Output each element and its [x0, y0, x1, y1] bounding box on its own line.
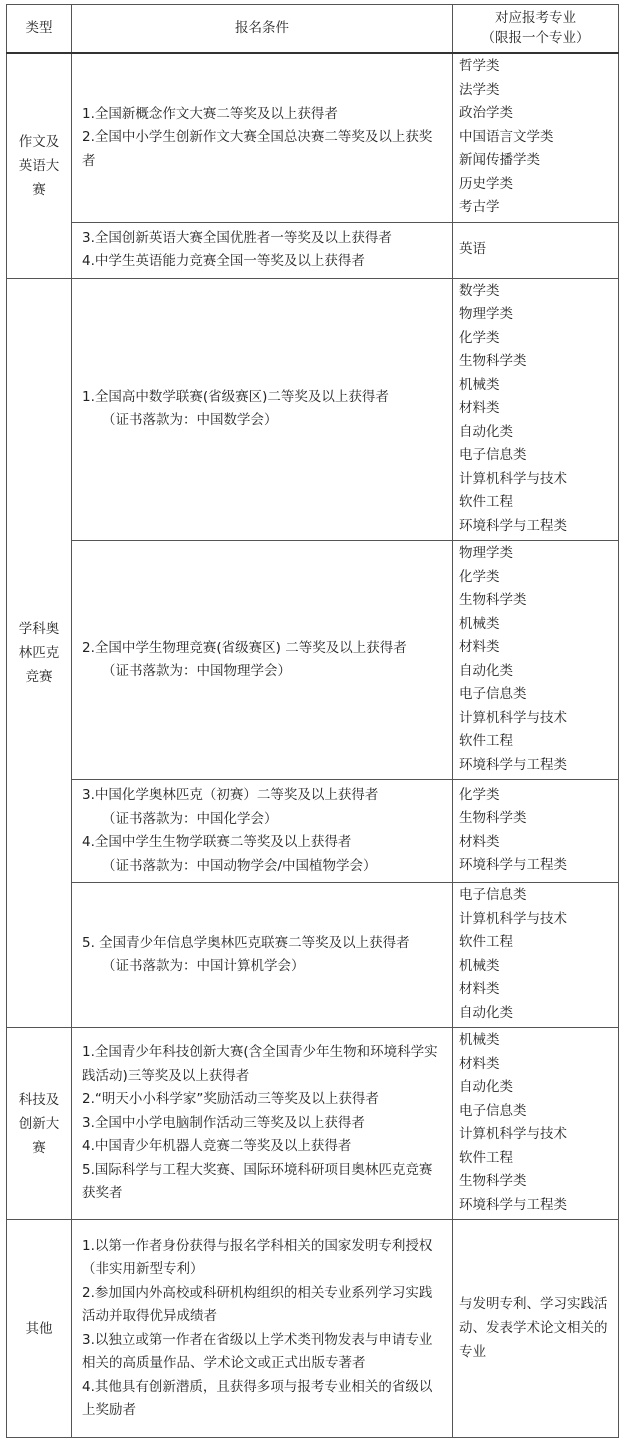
major-item: 材料类 — [459, 833, 500, 850]
major-item: 电子信息类 — [459, 686, 527, 702]
major-item: 化学类 — [459, 568, 500, 585]
major-item: 法学类 — [459, 81, 500, 98]
majors-cell — [453, 541, 619, 780]
category-cell: 其他 — [7, 1220, 72, 1438]
major-item: 自动化类 — [459, 1079, 513, 1095]
major-item: 新闻传播学类 — [459, 152, 540, 168]
condition-item: 3.中国化学奥林匹克（初赛）二等奖及以上获得者 — [82, 787, 379, 803]
condition-item: 5.国际科学与工程大奖赛、国际环境科研项目奥林匹克竞赛获奖者 — [82, 1161, 433, 1202]
certificate-note: （证书落款为：中国数学会） — [102, 412, 278, 429]
major-item: 物理学类 — [459, 306, 513, 322]
table-row — [7, 1028, 619, 1220]
major-item: 生物科学类 — [459, 1173, 527, 1189]
major-item: 环境科学与工程类 — [459, 1196, 567, 1213]
major-item: 软件工程 — [459, 1149, 513, 1166]
conditions-cell — [72, 883, 453, 1028]
header-major — [453, 5, 619, 54]
conditions-cell — [72, 222, 453, 278]
conditions-cell — [72, 1220, 453, 1438]
condition-item: 1.全国新概念作文大赛二等奖及以上获得者 — [82, 105, 338, 122]
table-row — [7, 780, 619, 883]
major-item: 材料类 — [459, 400, 500, 416]
major-item: 材料类 — [459, 1055, 500, 1072]
table-row — [7, 222, 619, 278]
majors-cell: 与发明专利、学习实践活动、发表学术论文相关的专业 — [453, 1220, 619, 1438]
major-item: 机械类 — [459, 957, 500, 974]
majors-cell — [453, 222, 619, 278]
major-item: 化学类 — [459, 786, 500, 803]
major-item: 生物科学类 — [459, 353, 527, 369]
major-item: 软件工程 — [459, 494, 513, 510]
majors-cell — [453, 1028, 619, 1220]
condition-item: 3.以独立或第一作者在省级以上学术类刊物发表与申请专业相关的高质量作品、学术论文或正式出版专著者 — [82, 1331, 433, 1371]
major-item: 数学类 — [459, 282, 500, 299]
major-item: 环境科学与工程类 — [459, 517, 567, 534]
major-item: 电子信息类 — [459, 887, 527, 903]
major-item: 生物科学类 — [459, 592, 527, 608]
certificate-note: （证书落款为：中国物理学会） — [102, 663, 291, 679]
condition-item: 4.其他具有创新潜质，且获得多项与报考专业相关的省级以上奖励者 — [82, 1378, 433, 1418]
major-item: 环境科学与工程类 — [459, 857, 567, 873]
conditions-cell — [72, 541, 453, 780]
major-item: 计算机科学与技术 — [459, 910, 567, 927]
major-item: 机械类 — [459, 1032, 500, 1048]
major-item: 计算机科学与技术 — [459, 709, 567, 726]
major-item: 计算机科学与技术 — [459, 1126, 567, 1142]
major-item: 软件工程 — [459, 934, 513, 950]
majors-cell — [453, 883, 619, 1028]
table-row — [7, 278, 619, 541]
condition-item: 1.全国高中数学联赛(省级赛区)二等奖及以上获得者 — [82, 388, 389, 405]
major-item: 化学类 — [459, 329, 500, 346]
major-item: 环境科学与工程类 — [459, 756, 567, 773]
category-cell: 科技及创新大赛 — [7, 1028, 72, 1220]
major-item: 历史学类 — [459, 175, 513, 192]
major-item: 中国语言文学类 — [459, 128, 554, 145]
condition-item: 4.中学生英语能力竞赛全国一等奖及以上获得者 — [82, 253, 365, 269]
major-item: 机械类 — [459, 376, 500, 393]
major-item: 生物科学类 — [459, 810, 527, 826]
condition-item: 3.全国中小学电脑制作活动三等奖及以上获得者 — [82, 1114, 365, 1131]
table-row — [7, 53, 619, 222]
major-item: 物理学类 — [459, 545, 513, 561]
conditions-cell — [72, 278, 453, 541]
header-major-line2: （限报一个专业） — [481, 30, 590, 46]
major-item: 计算机科学与技术 — [459, 470, 567, 487]
header-condition: 报名条件 — [72, 5, 453, 54]
major-item: 英语 — [459, 240, 486, 257]
header-major-line1: 对应报考专业 — [495, 10, 576, 26]
certificate-note: （证书落款为：中国计算机学会） — [102, 958, 305, 974]
conditions-cell — [72, 780, 453, 883]
condition-item: 2.参加国内外高校或科研机构组织的相关专业系列学习实践活动并取得优异成绩者 — [82, 1284, 433, 1324]
condition-item: 4.全国中学生生物学联赛二等奖及以上获得者 — [82, 834, 352, 850]
conditions-cell — [72, 1028, 453, 1220]
admission-conditions-table — [6, 4, 619, 1438]
major-item: 机械类 — [459, 615, 500, 632]
major-item: 自动化类 — [459, 662, 513, 679]
major-item: 哲学类 — [459, 58, 500, 74]
majors-cell — [453, 53, 619, 222]
major-item: 自动化类 — [459, 1004, 513, 1021]
condition-item: 2.全国中学生物理竞赛(省级赛区) 二等奖及以上获得者 — [82, 639, 407, 656]
major-item: 电子信息类 — [459, 447, 527, 463]
major-item: 电子信息类 — [459, 1102, 527, 1119]
conditions-cell — [72, 53, 453, 222]
header-type: 类型 — [7, 5, 72, 54]
major-item: 考古学 — [459, 199, 500, 215]
majors-cell — [453, 780, 619, 883]
condition-item: 1.全国青少年科技创新大赛(含全国青少年生物和环境科学实践活动)三等奖及以上获得者 — [82, 1044, 438, 1084]
certificate-note: （证书落款为：中国动物学会/中国植物学会） — [102, 857, 377, 874]
table-row — [7, 541, 619, 780]
category-cell: 作文及英语大赛 — [7, 53, 72, 278]
major-item: 软件工程 — [459, 733, 513, 749]
condition-item: 3.全国创新英语大赛全国优胜者一等奖及以上获得者 — [82, 229, 392, 246]
major-item: 政治学类 — [459, 105, 513, 121]
major-item: 材料类 — [459, 639, 500, 655]
header-row — [7, 5, 619, 54]
condition-item: 4.中国青少年机器人竞赛二等奖及以上获得者 — [82, 1138, 352, 1155]
condition-item: 1.以第一作者身份获得与报名学科相关的国家发明专利授权（非实用新型专利） — [82, 1237, 433, 1277]
table-row — [7, 1220, 619, 1438]
category-cell: 学科奥林匹克竞赛 — [7, 278, 72, 1028]
major-item: 材料类 — [459, 981, 500, 997]
table-row — [7, 883, 619, 1028]
condition-item: 2.“明天小小科学家”奖励活动三等奖及以上获得者 — [82, 1091, 379, 1108]
major-item: 自动化类 — [459, 423, 513, 440]
condition-item: 5. 全国青少年信息学奥林匹克联赛二等奖及以上获得者 — [82, 934, 410, 951]
certificate-note: （证书落款为：中国化学会） — [102, 810, 278, 827]
majors-cell — [453, 278, 619, 541]
condition-item: 2.全国中小学生创新作文大赛全国总决赛二等奖及以上获奖者 — [82, 129, 433, 169]
